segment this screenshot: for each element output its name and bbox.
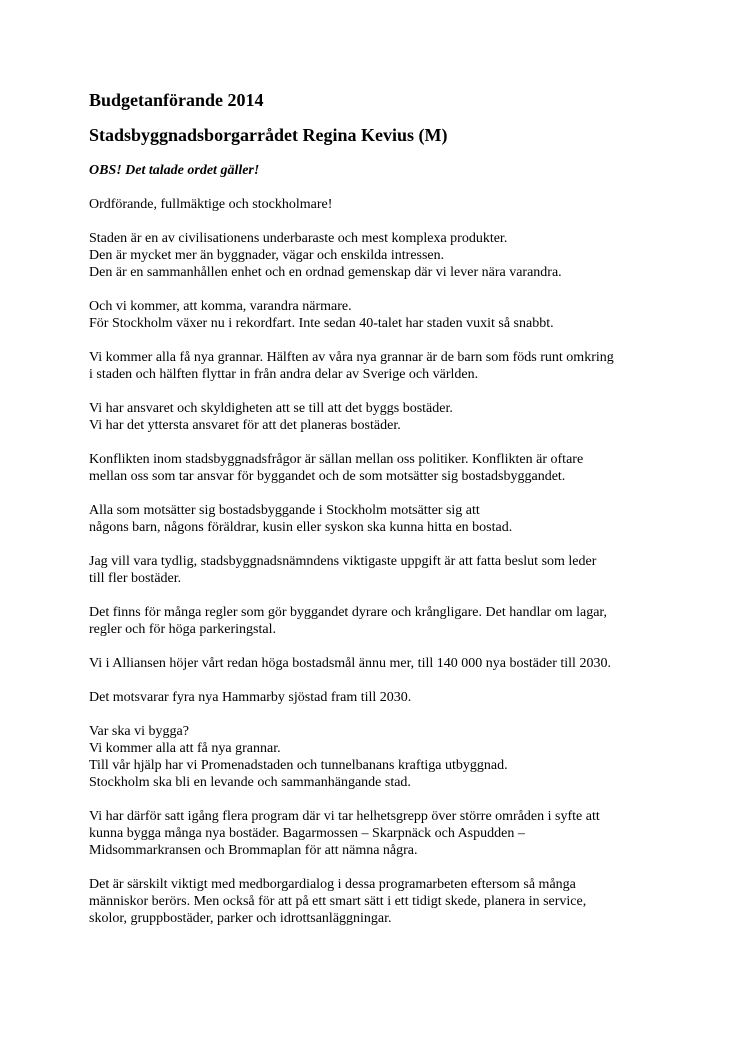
paragraph-line: Alla som motsätter sig bostadsbyggande i Stockholm motsätter sig att	[89, 503, 480, 518]
paragraph	[89, 876, 679, 927]
paragraph-line: Till vår hjälp har vi Promenadstaden och tunnelbanans kraftiga utbyggnad.	[89, 758, 508, 773]
paragraph	[89, 400, 679, 434]
paragraph	[89, 502, 679, 536]
paragraph	[89, 808, 679, 859]
paragraph-line: Det är särskilt viktigt med medborgardialog i dessa programarbeten eftersom så många	[89, 877, 576, 892]
paragraph-line: i staden och hälften flyttar in från andra delar av Sverige och världen.	[89, 367, 479, 382]
paragraph-line: Den är en sammanhållen enhet och en ordnad gemenskap där vi lever nära varandra.	[89, 265, 562, 280]
paragraph-line: Vi i Alliansen höjer vårt redan höga bostadsmål ännu mer, till 140 000 nya bostäder till 2030.	[89, 656, 611, 671]
paragraph-line: Det finns för många regler som gör byggandet dyrare och krångligare. Det handlar om lagar,	[89, 605, 608, 620]
paragraph-list	[89, 196, 679, 927]
paragraph-line: Och vi kommer, att komma, varandra närmare.	[89, 299, 352, 314]
paragraph-line: Staden är en av civilisationens underbaraste och mest komplexa produkter.	[89, 231, 508, 246]
paragraph-line: mellan oss som tar ansvar för byggandet och de som motsätter sig bostadsbyggandet.	[89, 469, 566, 484]
paragraph-line: För Stockholm växer nu i rekordfart. Inte sedan 40-talet har staden vuxit så snabbt.	[89, 316, 554, 331]
document-title: Budgetanförande 2014	[89, 90, 264, 110]
paragraph	[89, 298, 679, 332]
paragraph	[89, 689, 679, 706]
paragraph	[89, 553, 679, 587]
paragraph	[89, 723, 679, 791]
document-subtitle: Stadsbyggnadsborgarrådet Regina Kevius (M)	[89, 125, 448, 145]
paragraph-line: Den är mycket mer än byggnader, vägar och enskilda intressen.	[89, 248, 445, 263]
paragraph-line: Vi har ansvaret och skyldigheten att se till att det byggs bostäder.	[89, 401, 453, 416]
paragraph-line: någons barn, någons föräldrar, kusin eller syskon ska kunna hitta en bostad.	[89, 520, 513, 535]
paragraph	[89, 604, 679, 638]
spoken-word-notice: OBS! Det talade ordet gäller!	[89, 163, 260, 178]
paragraph-line: Ordförande, fullmäktige och stockholmare!	[89, 197, 333, 212]
paragraph-line: regler och för höga parkeringstal.	[89, 622, 276, 637]
paragraph-line: Stockholm ska bli en levande och sammanhängande stad.	[89, 775, 411, 790]
paragraph-line: Vi kommer alla att få nya grannar.	[89, 741, 281, 756]
paragraph	[89, 655, 679, 672]
paragraph-line: kunna bygga många nya bostäder. Bagarmossen – Skarpnäck och Aspudden –	[89, 826, 525, 841]
paragraph-line: Midsommarkransen och Brommaplan för att nämna några.	[89, 843, 418, 858]
paragraph	[89, 451, 679, 485]
paragraph-line: Vi kommer alla få nya grannar. Hälften av våra nya grannar är de barn som föds runt omkring	[89, 350, 614, 365]
paragraph-line: Jag vill vara tydlig, stadsbyggnadsnämndens viktigaste uppgift är att fatta beslut som leder	[89, 554, 597, 569]
paragraph-line: skolor, gruppbostäder, parker och idrottsanläggningar.	[89, 911, 392, 926]
paragraph-line: Vi har därför satt igång flera program där vi tar helhetsgrepp över större områden i syfte att	[89, 809, 600, 824]
paragraph	[89, 230, 679, 281]
paragraph-line: Konflikten inom stadsbyggnadsfrågor är sällan mellan oss politiker. Konflikten är oftare	[89, 452, 584, 467]
paragraph	[89, 349, 679, 383]
paragraph	[89, 196, 679, 213]
paragraph-line: Vi har det yttersta ansvaret för att det planeras bostäder.	[89, 418, 401, 433]
document-body	[89, 89, 679, 944]
paragraph-line: Var ska vi bygga?	[89, 724, 189, 739]
paragraph-line: till fler bostäder.	[89, 571, 182, 586]
paragraph-line: människor berörs. Men också för att på ett smart sätt i ett tidigt skede, planera in service,	[89, 894, 587, 909]
paragraph-line: Det motsvarar fyra nya Hammarby sjöstad fram till 2030.	[89, 690, 412, 705]
